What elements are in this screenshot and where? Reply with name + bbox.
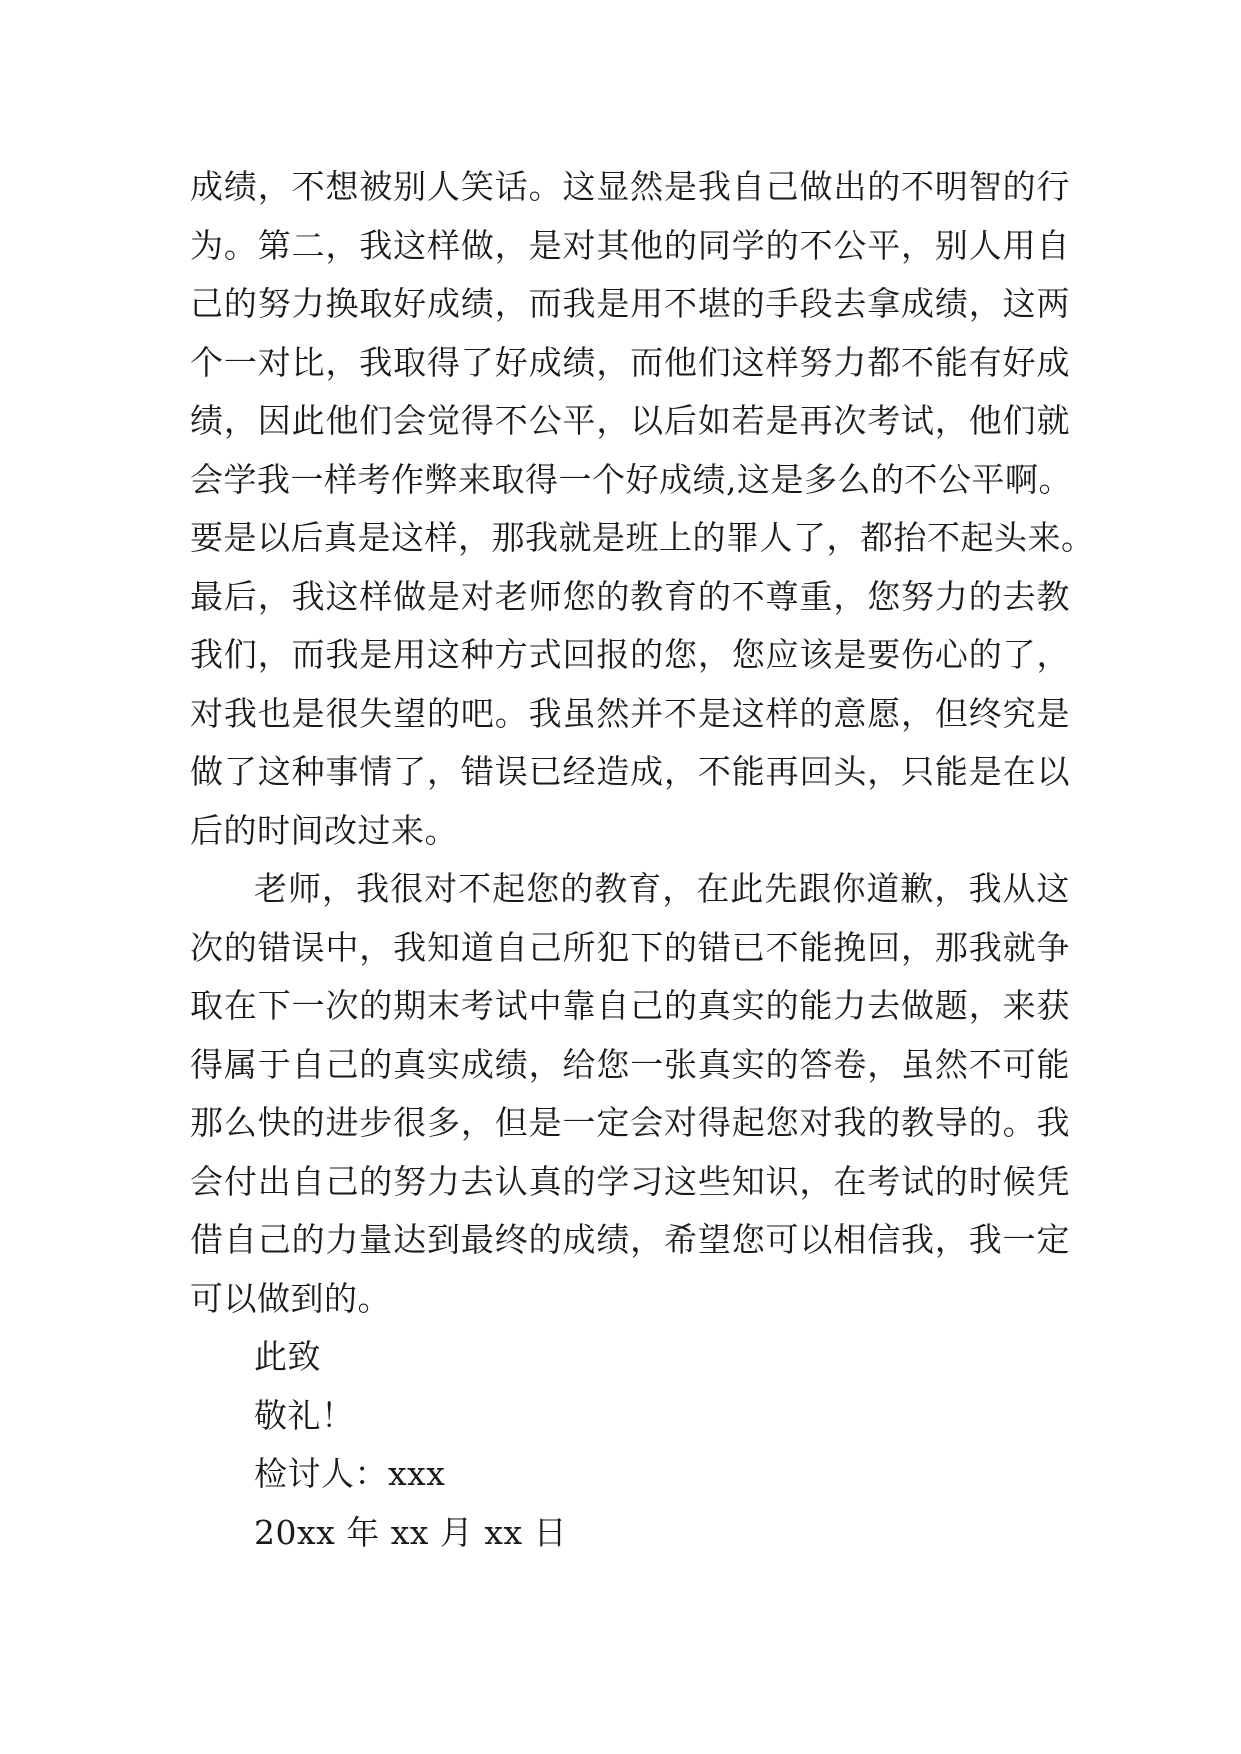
paragraph-2	[190, 860, 1070, 1328]
respect-line: 敬礼！	[254, 1395, 355, 1435]
text-line: 绩，因此他们会觉得不公平，以后如若是再次考试，他们就	[190, 401, 1070, 440]
text-line: 个一对比，我取得了好成绩，而他们这样努力都不能有好成	[190, 342, 1070, 382]
salutation: 此致	[254, 1337, 321, 1376]
text-line: 次的错误中，我知道自己所犯下的错已不能挽回，那我就争	[190, 927, 1070, 967]
letter-body	[190, 158, 1095, 1562]
text-line: 可以做到的。	[190, 1278, 391, 1318]
text-line: 成绩，不想被别人笑话。这显然是我自己做出的不明智的行	[190, 167, 1070, 206]
text-line: 己的努力换取好成绩，而我是用不堪的手段去拿成绩，这两	[190, 284, 1070, 323]
date-line: 20xx 年 xx 月 xx 日	[254, 1512, 568, 1552]
text-line: 我们，而我是用这种方式回报的您，您应该是要伤心的了，	[190, 635, 1070, 674]
text-line: 得属于自己的真实成绩，给您一张真实的答卷，虽然不可能	[190, 1044, 1070, 1084]
closing-block	[190, 1328, 1070, 1562]
text-line: 老师，我很对不起您的教育，在此先跟你道歉，我从这	[254, 869, 1070, 908]
text-line: 要是以后真是这样，那我就是班上的罪人了，都抬不起头来。	[190, 518, 1095, 557]
signer-line: 检讨人：xxx	[254, 1454, 446, 1493]
text-line: 最后，我这样做是对老师您的教育的不尊重，您努力的去教	[190, 576, 1070, 616]
text-line: 取在下一次的期末考试中靠自己的真实的能力去做题，来获	[190, 986, 1070, 1025]
text-line: 后的时间改过来。	[190, 810, 458, 850]
text-line: 对我也是很失望的吧。我虽然并不是这样的意愿，但终究是	[190, 693, 1070, 733]
text-line: 那么快的进步很多，但是一定会对得起您对我的教导的。我	[190, 1103, 1070, 1142]
text-line: 会付出自己的努力去认真的学习这些知识，在考试的时候凭	[190, 1161, 1070, 1201]
text-line: 借自己的力量达到最终的成绩，希望您可以相信我，我一定	[190, 1220, 1070, 1259]
text-line: 为。第二，我这样做，是对其他的同学的不公平，别人用自	[190, 225, 1070, 265]
text-line: 会学我一样考作弊来取得一个好成绩,这是多么的不公平啊。	[190, 459, 1072, 499]
text-line: 做了这种事情了，错误已经造成，不能再回头，只能是在以	[190, 752, 1070, 791]
paragraph-1	[190, 158, 1095, 860]
